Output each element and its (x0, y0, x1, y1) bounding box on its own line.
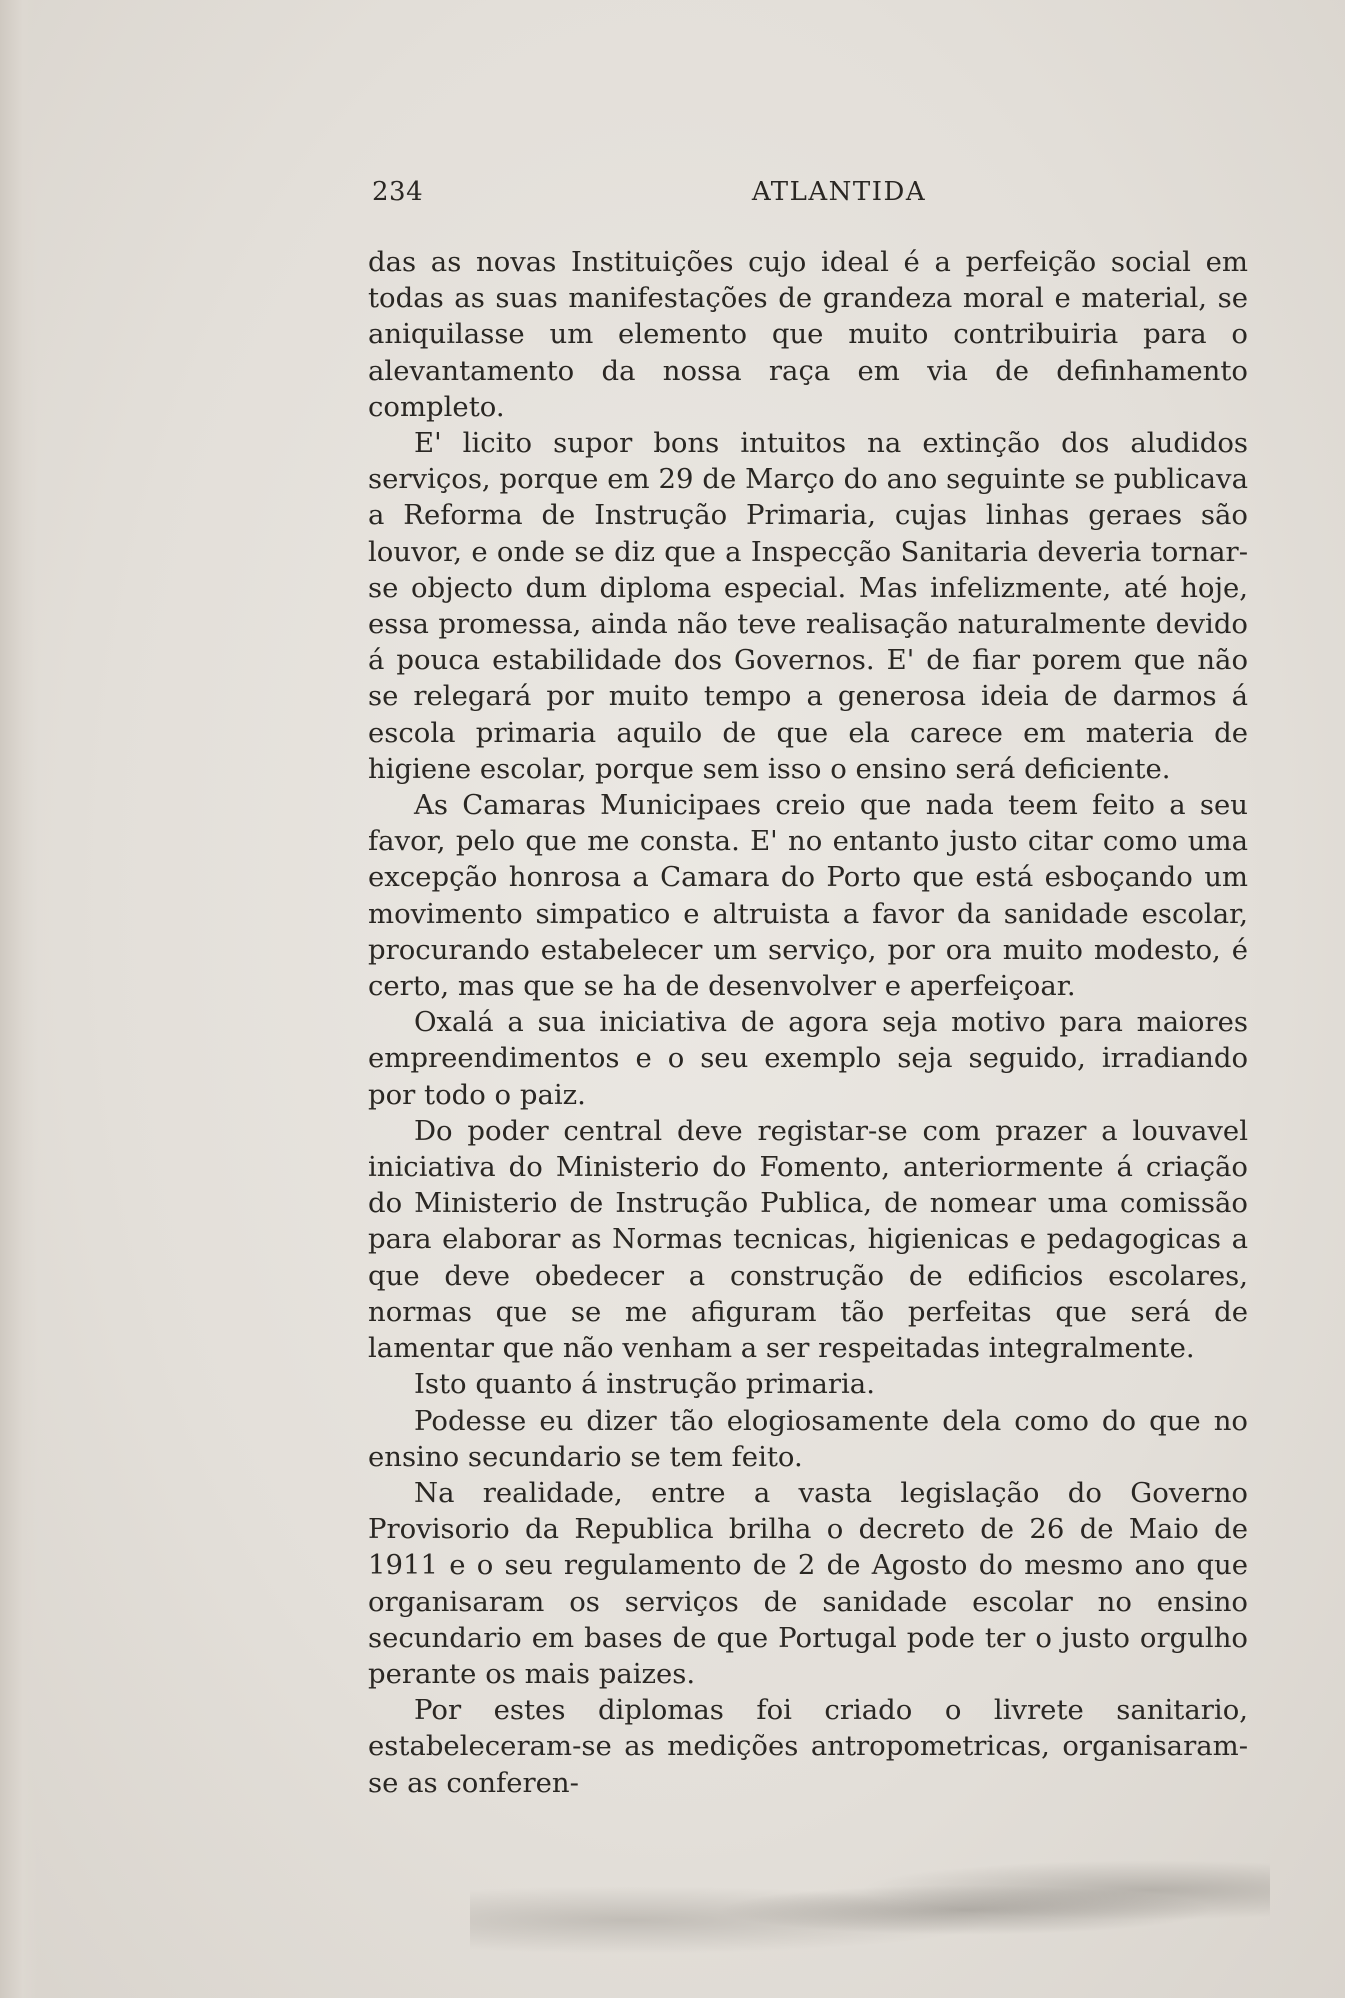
paragraph: Oxalá a sua iniciativa de agora seja motivo para maiores empreendimentos e o seu exemplo seja seguido, irradiando por todo o paiz. (368, 1006, 1248, 1111)
paragraph: Do poder central deve registar-se com prazer a louvavel iniciativa do Ministerio do Fomento, anteriormente á criação do Ministerio de Instrução Publica, de nomear uma comissão para elaborar as Normas tecnicas, higienicas e pedagogicas a que deve obedecer a construção de edificios escolares, normas que se me afiguram tão perfeitas que será de lamentar que não venham a ser respeitadas integralmente. (368, 1114, 1248, 1365)
paragraph: Isto quanto á instrução primaria. (414, 1368, 875, 1401)
page-number: 234 (372, 177, 424, 207)
page-binding-shadow (0, 0, 38, 1998)
running-title: ATLANTIDA (751, 177, 927, 207)
paragraph-last: Por estes diplomas foi criado o livrete sanitario, estabeleceram-se as medições antropometricas, organisaram-se as conferen- (368, 1694, 1248, 1799)
running-head (372, 170, 1246, 214)
paragraph: E' licito supor bons intuitos na extinção dos aludidos serviços, porque em 29 de Março do ano seguinte se publicava a Reforma de Instrução Primaria, cujas linhas geraes são louvor, e onde se diz que a Inspecção Sanitaria deveria tornar-se objecto dum diploma especial. Mas infelizmente, até hoje, essa promessa, ainda não teve realisação naturalmente devido á pouca estabilidade dos Governos. E' de fiar porem que não se relegará por muito tempo a generosa ideia de darmos á escola primaria aquilo de que ela carece em materia de higiene escolar, porque sem isso o ensino será deficiente. (368, 427, 1248, 785)
paragraph: Na realidade, entre a vasta legislação do Governo Provisorio da Republica brilha o decreto de 26 de Maio de 1911 e o seu regulamento de 2 de Agosto do mesmo ano que organisaram os serviços de sanidade escolar no ensino secundario em bases de que Portugal pode ter o justo orgulho perante os mais paizes. (368, 1476, 1248, 1690)
body-text (368, 244, 1248, 1801)
paragraph-continuation: das as novas Instituições cujo ideal é a perfeição social em todas as suas manifestações de grandeza moral e material, se aniquilasse um elemento que muito contribuiria para o alevantamento da nossa raça em via de definhamento completo. (368, 246, 1248, 423)
paragraph: As Camaras Municipaes creio que nada teem feito a seu favor, pelo que me consta. E' no entanto justo citar como uma excepção honrosa a Camara do Porto que está esboçando um movimento simpatico e altruista a favor da sanidade escolar, procurando estabelecer um serviço, por ora muito modesto, é certo, mas que se ha de desenvolver e aperfeiçoar. (368, 789, 1248, 1003)
paragraph: Podesse eu dizer tão elogiosamente dela como do que no ensino secundario se tem feito. (368, 1404, 1248, 1473)
scan-smudge (470, 1860, 1270, 1960)
